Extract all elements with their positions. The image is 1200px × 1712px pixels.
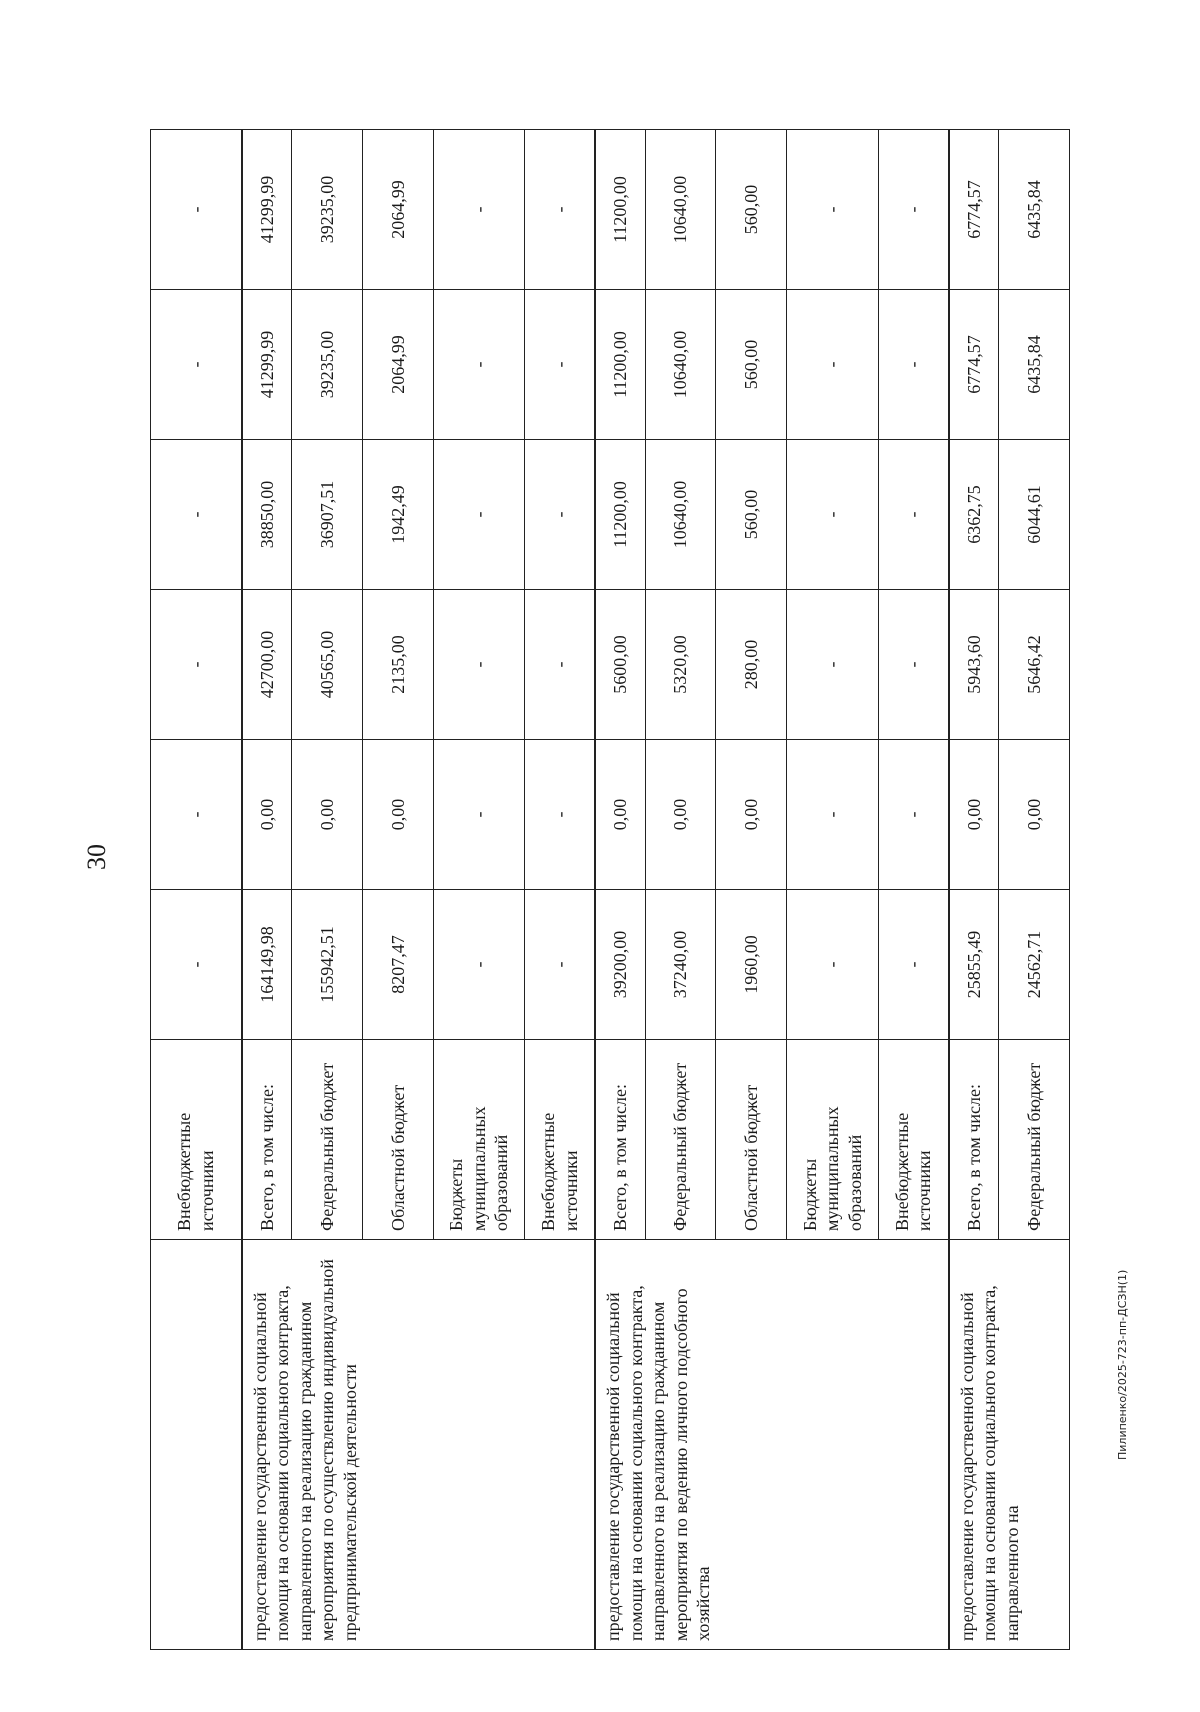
value-year-3: 10640,00 <box>645 440 716 590</box>
value-total: 39200,00 <box>595 890 645 1040</box>
value-year-4: 10640,00 <box>645 290 716 440</box>
value-total: 164149,98 <box>242 890 292 1040</box>
table-row <box>242 130 292 1650</box>
value-year-4: - <box>433 290 524 440</box>
value-year-1: - <box>878 740 949 890</box>
value-total: 25855,49 <box>949 890 999 1040</box>
source-cell: Бюджеты муниципальных образований <box>433 1040 524 1240</box>
value-year-1: 0,00 <box>999 740 1070 890</box>
value-year-3: 1942,49 <box>363 440 434 590</box>
value-year-1: 0,00 <box>363 740 434 890</box>
value-year-2: - <box>151 590 242 740</box>
value-year-3: - <box>878 440 949 590</box>
value-year-4: 11200,00 <box>595 290 645 440</box>
value-year-5: 11200,00 <box>595 130 645 290</box>
source-cell: Областной бюджет <box>363 1040 434 1240</box>
value-year-3: 560,00 <box>716 440 787 590</box>
description-cell: предоставление государственной социальной помощи на основании социального контракта, направленного на реализацию гражданином мероприятия по ведению личного подсобного хозяйства <box>595 1240 948 1650</box>
value-year-2: 280,00 <box>716 590 787 740</box>
value-year-5: 39235,00 <box>292 130 363 290</box>
budget-table <box>150 129 1070 1650</box>
value-year-4: - <box>525 290 596 440</box>
source-cell: Федеральный бюджет <box>292 1040 363 1240</box>
value-year-2: 5646,42 <box>999 590 1070 740</box>
value-year-3: - <box>525 440 596 590</box>
source-cell: Всего, в том числе: <box>595 1040 645 1240</box>
description-cell: предоставление государственной социальной помощи на основании социального контракта, направленного на <box>949 1240 1070 1650</box>
value-year-5: - <box>433 130 524 290</box>
value-year-1: - <box>151 740 242 890</box>
value-year-2: 40565,00 <box>292 590 363 740</box>
source-cell: Всего, в том числе: <box>242 1040 292 1240</box>
value-year-4: 41299,99 <box>242 290 292 440</box>
value-year-2: - <box>878 590 949 740</box>
source-cell: Всего, в том числе: <box>949 1040 999 1240</box>
value-year-3: - <box>787 440 878 590</box>
source-cell: Внебюджетные источники <box>878 1040 949 1240</box>
value-total: 1960,00 <box>716 890 787 1040</box>
document-id: Пилипенко/2025-723-пп-ДСЗН(1) <box>1116 1269 1129 1460</box>
value-year-1: - <box>433 740 524 890</box>
table-row <box>151 130 242 1650</box>
source-cell: Внебюджетные источники <box>525 1040 596 1240</box>
value-year-4: - <box>878 290 949 440</box>
value-year-2: - <box>433 590 524 740</box>
value-year-3: - <box>151 440 242 590</box>
value-year-2: 5600,00 <box>595 590 645 740</box>
value-total: - <box>433 890 524 1040</box>
value-total: 155942,51 <box>292 890 363 1040</box>
source-cell: Внебюджетные источники <box>151 1040 242 1240</box>
description-cell: предоставление государственной социальной помощи на основании социального контракта, направленного на реализацию гражданином мероприятия по осуществлению индивидуальной предпринимательской деятельности <box>242 1240 595 1650</box>
value-total: - <box>525 890 596 1040</box>
value-year-1: - <box>787 740 878 890</box>
table-row <box>949 130 999 1650</box>
value-year-5: - <box>525 130 596 290</box>
value-year-4: 6435,84 <box>999 290 1070 440</box>
value-year-5: 2064,99 <box>363 130 434 290</box>
value-year-4: 2064,99 <box>363 290 434 440</box>
value-year-2: - <box>787 590 878 740</box>
value-year-5: 6435,84 <box>999 130 1070 290</box>
source-cell: Федеральный бюджет <box>645 1040 716 1240</box>
value-year-5: - <box>878 130 949 290</box>
value-year-2: 2135,00 <box>363 590 434 740</box>
value-year-5: 6774,57 <box>949 130 999 290</box>
value-total: 8207,47 <box>363 890 434 1040</box>
value-year-1: 0,00 <box>242 740 292 890</box>
value-year-3: 38850,00 <box>242 440 292 590</box>
value-year-1: 0,00 <box>595 740 645 890</box>
source-cell: Федеральный бюджет <box>999 1040 1070 1240</box>
value-year-2: 5943,60 <box>949 590 999 740</box>
value-year-3: 6362,75 <box>949 440 999 590</box>
page-number: 30 <box>82 844 111 870</box>
value-year-1: 0,00 <box>716 740 787 890</box>
value-year-5: 10640,00 <box>645 130 716 290</box>
table-row <box>595 130 645 1650</box>
value-year-4: 560,00 <box>716 290 787 440</box>
value-total: - <box>787 890 878 1040</box>
value-total: - <box>878 890 949 1040</box>
value-year-5: - <box>151 130 242 290</box>
value-year-3: 6044,61 <box>999 440 1070 590</box>
value-year-3: - <box>433 440 524 590</box>
value-year-5: - <box>787 130 878 290</box>
source-cell: Областной бюджет <box>716 1040 787 1240</box>
value-year-2: 42700,00 <box>242 590 292 740</box>
value-year-4: - <box>787 290 878 440</box>
value-total: 37240,00 <box>645 890 716 1040</box>
value-year-4: 39235,00 <box>292 290 363 440</box>
value-year-1: 0,00 <box>949 740 999 890</box>
source-cell: Бюджеты муниципальных образований <box>787 1040 878 1240</box>
value-year-1: 0,00 <box>645 740 716 890</box>
value-year-4: 6774,57 <box>949 290 999 440</box>
value-year-1: 0,00 <box>292 740 363 890</box>
value-year-2: 5320,00 <box>645 590 716 740</box>
value-total: - <box>151 890 242 1040</box>
value-year-4: - <box>151 290 242 440</box>
rotated-table-container <box>150 130 1070 1650</box>
value-total: 24562,71 <box>999 890 1070 1040</box>
description-cell <box>151 1240 242 1650</box>
value-year-2: - <box>525 590 596 740</box>
value-year-5: 560,00 <box>716 130 787 290</box>
value-year-1: - <box>525 740 596 890</box>
value-year-3: 36907,51 <box>292 440 363 590</box>
value-year-3: 11200,00 <box>595 440 645 590</box>
value-year-5: 41299,99 <box>242 130 292 290</box>
